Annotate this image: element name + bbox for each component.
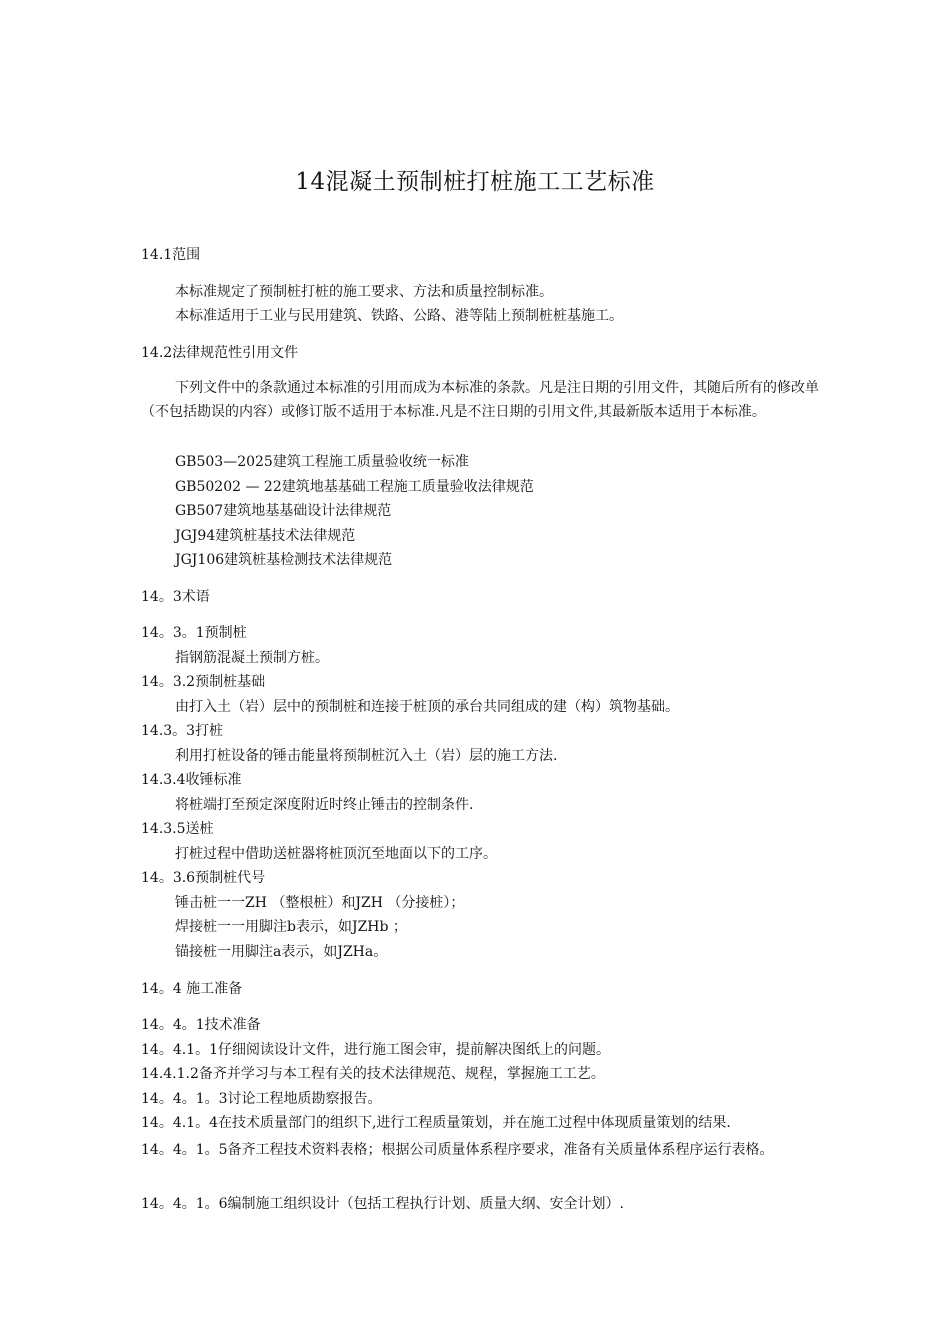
term-definition: 由打入土（岩）层中的预制桩和连接于桩顶的承台共同组成的建（构）筑物基础。: [175, 699, 679, 715]
term-heading: 14.3.5送桩: [141, 821, 214, 837]
term-definition: 将桩端打至预定深度附近时终止锤击的控制条件.: [175, 797, 474, 813]
pile-code-item: 焊接桩一一用脚注b表示，如JZHb ；: [175, 919, 407, 935]
reference-item: JGJ94建筑桩基技术法律规范: [175, 528, 356, 544]
reference-item: GB50202 — 22建筑地基基础工程施工质量验收法律规范: [175, 479, 534, 495]
term-definition: 利用打桩设备的锤击能量将预制桩沉入土（岩）层的施工方法.: [175, 748, 558, 764]
term-definition: 指钢筋混凝土预制方桩。: [175, 650, 329, 666]
term-heading: 14.3.4收锤标准: [141, 772, 242, 788]
term-heading: 14。3。1预制桩: [141, 625, 247, 641]
preparation-item: 14。4。1。3讨论工程地质勘察报告。: [141, 1091, 382, 1107]
scope-paragraph-2: 本标准适用于工业与民用建筑、铁路、公路、港等陆上预制桩桩基施工。: [175, 308, 623, 324]
term-heading-pile-codes: 14。3.6预制桩代号: [141, 870, 266, 886]
reference-item: JGJ106建筑桩基检测技术法律规范: [175, 552, 393, 568]
term-heading: 14.3。3打桩: [141, 723, 224, 739]
pile-code-item: 锚接桩一用脚注a表示，如JZHa。: [175, 944, 388, 960]
term-definition: 打桩过程中借助送桩器将桩顶沉至地面以下的工序。: [175, 846, 497, 862]
reference-item: GB503—2025建筑工程施工质量验收统一标准: [175, 454, 469, 470]
section-heading-scope: 14.1范围: [141, 247, 201, 263]
preparation-item: 14。4。1。6编制施工组织设计（包括工程执行计划、质量大纲、安全计划）.: [141, 1196, 624, 1212]
reference-item: GB507建筑地基基础设计法律规范: [175, 503, 392, 519]
scope-paragraph-1: 本标准规定了预制桩打桩的施工要求、方法和质量控制标准。: [175, 284, 553, 300]
section-heading-preparation: 14。4 施工准备: [141, 981, 243, 997]
section-heading-references: 14.2法律规范性引用文件: [141, 345, 299, 361]
preparation-item: 14。4.1。1仔细阅读设计文件，进行施工图会审，提前解决图纸上的问题。: [141, 1042, 610, 1058]
preparation-item: 14.4.1.2备齐并学习与本工程有关的技术法律规范、规程，掌握施工工艺。: [141, 1066, 605, 1082]
section-heading-terms: 14。3术语: [141, 589, 210, 605]
references-paragraph: 下列文件中的条款通过本标准的引用而成为本标准的条款。凡是注日期的引用文件，其随后所有的修改单（不包括勘误的内容）或修订版不适用于本标准.凡是不注日期的引用文件,其最新版本适用于本标准。: [141, 380, 819, 420]
term-heading: 14。3.2预制桩基础: [141, 674, 266, 690]
document-title: 14混凝土预制桩打桩施工工艺标准: [295, 169, 655, 195]
subsection-heading-technical: 14。4。1技术准备: [141, 1017, 261, 1033]
preparation-item: 14。4.1。4在技术质量部门的组织下,进行工程质量策划，并在施工过程中体现质量策划的结果.: [141, 1115, 731, 1131]
pile-code-item: 锤击桩一一ZH （整根桩）和JZH （分接桩）；: [175, 895, 465, 911]
preparation-item: 14。4。1。5备齐工程技术资料表格；根据公司质量体系程序要求，准备有关质量体系程序运行表格。: [141, 1142, 774, 1158]
